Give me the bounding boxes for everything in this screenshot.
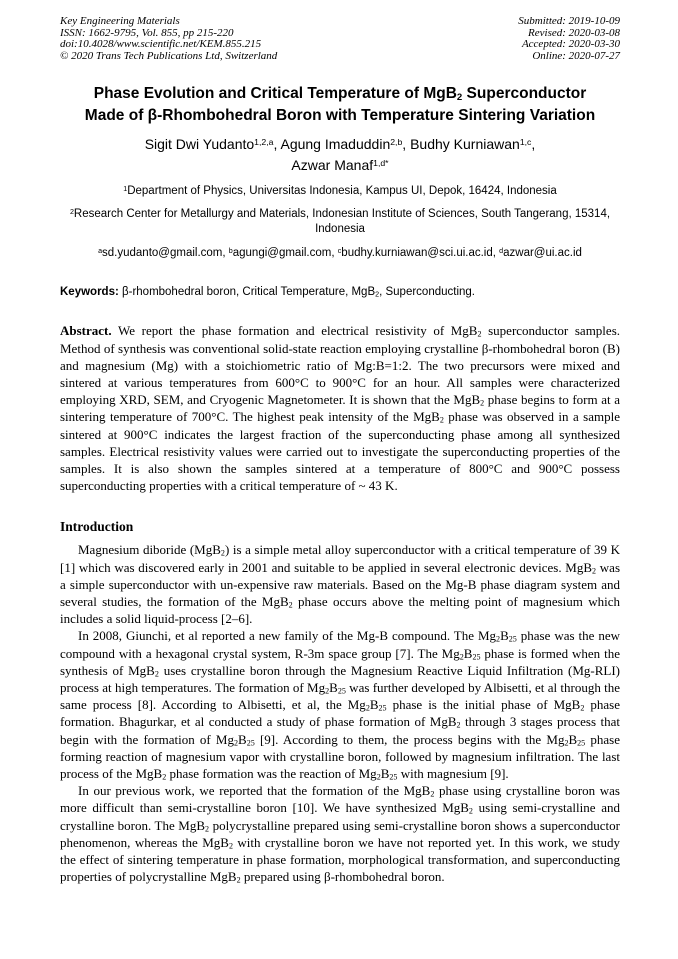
title-line-2: Made of β-Rhombohedral Boron with Temperature Sintering Variation — [84, 107, 596, 125]
section-heading-introduction: Introduction — [60, 519, 134, 535]
journal-doi: doi:10.4028/www.scientific.net/KEM.855.215 — [60, 38, 262, 51]
author-line: Azwar Manaf$^{1,d*}$ — [291, 157, 389, 174]
submission-dates — [518, 16, 620, 62]
title-line-1: Phase Evolution and Critical Temperature of MgB$_2$ Superconductor — [93, 85, 587, 104]
keywords-text: β-rhombohedral boron, Critical Temperature, MgB$_2$, Superconducting. — [122, 286, 475, 299]
abstract-text: We report the phase formation and electrical resistivity of MgB$_2$ superconductor samples. Method of synthesis was conventional solid-state reaction employing crystalline β-rhombohedral boron (B) and magnesium (Mg) with a stoichiometric ratio of Mg:B=1:2. The two precursors were mixed and sintered at various temperatures from 600°C to 900°C for an hour. All samples were characterized employing XRD, SEM, and Cryogenic Magnetometer. It is shown that the MgB$_2$ phase begins to form at a sintering temperature of 700°C. The highest peak intensity of the MgB$_2$ phase was observed in a sample sintered at 900°C indicates the largest fraction of the superconducting phase among all synthesized samples. Electrical resistivity values were carried out to investigate the superconducting properties of the samples. It is also shown the samples sintered at a temperature of 800°C and 900°C possess superconducting properties with a critical temperature of ~ 43 K. — [60, 323, 620, 494]
keywords-line — [60, 285, 620, 300]
journal-copyright: © 2020 Trans Tech Publications Ltd, Switzerland — [60, 49, 278, 62]
submitted-date: Submitted: 2019-10-09 — [518, 15, 620, 27]
revised-date: Revised: 2020-03-08 — [528, 26, 620, 39]
journal-info — [60, 16, 277, 62]
online-date: Online: 2020-07-27 — [532, 49, 620, 62]
author-emails: $^a$sd.yudanto@gmail.com, $^b$agungi@gmail.com, $^c$budhy.kurniawan@sci.ui.ac.id, $^d$azwar@ui.ac.id — [98, 247, 582, 260]
affiliation-1: $^1$Department of Physics, Universitas Indonesia, Kampus UI, Depok, 16424, Indonesia — [123, 185, 557, 198]
intro-paragraph-3: In our previous work, we reported that the formation of the MgB$_2$ phase using crystalline boron was more difficult than semi-crystalline boron [10]. We have synthesized MgB$_2$ using semi-crystalline and crystalline boron. The MgB$_2$ polycrystalline prepared using semi-crystalline boron shows a superconductor phenomenon, whereas the MgB$_2$ with crystalline boron we have not reported yet. In this work, we study the effect of sintering temperature in phase formation, morphological transformation, and superconducting properties of polycrystalline MgB$_2$ prepared using β-rhombohedral boron. — [60, 783, 620, 885]
paper-title — [60, 83, 620, 127]
journal-masthead — [60, 16, 620, 62]
journal-issn: ISSN: 1662-9795, Vol. 855, pp 215-220 — [60, 26, 234, 39]
intro-paragraph-2: In 2008, Giunchi, et al reported a new family of the Mg-B compound. The $Mg_2B_{25}$ phase was the new compound with a hexagonal crystal system, R-3m space group [7]. The $Mg_2B_{25}$ phase is formed when the synthesis of MgB$_2$ uses crystalline boron through the Magnesium Reactive Liquid Infiltration (Mg-RLI) process at high temperatures. The formation of $Mg_2B_{25}$ was further developed by Albisetti, et al through the same process [8]. According to Albisetti, et al, the $Mg_2B_{25}$ phase is the initial phase of MgB$_2$ phase formation. Bhagurkar, et al conducted a study of phase formation of MgB$_2$ through 3 stages process that begin with the formation of $Mg_2B_{25}$ [9]. According to them, the process begins with the $Mg_2B_{25}$ phase forming reaction of magnesium vapor with crystalline boron, followed by magnesium infiltration. The last process of the MgB$_2$ phase formation was the reaction of $Mg_2B_{25}$ with magnesium [9]. — [60, 628, 621, 782]
affiliation-2: $^2$Research Center for Metallurgy and Materials, Indonesian Institute of Sciences, South Tangerang, 15314, Indonesia — [69, 208, 611, 236]
accepted-date: Accepted: 2020-03-30 — [521, 38, 620, 51]
intro-paragraph-1: Magnesium diboride (MgB$_2$) is a simple metal alloy superconductor with a critical temperature of 39 K [1] which was discovered early in 2001 and suitable to be applied in several electronic devices. MgB$_2$ was a simple superconductor with un-expensive raw materials. Based on the Mg-B phase diagram system and several studies, the formation of the MgB$_2$ phase occurs above the melting point of magnesium which includes a solid liquid-process [2–6]. — [60, 542, 621, 627]
keywords-label: Keywords: — [60, 286, 119, 299]
authors-block — [60, 134, 620, 176]
abstract-block — [60, 322, 620, 494]
journal-title: Key Engineering Materials — [60, 15, 180, 27]
author-line: Sigit Dwi Yudanto$^{1,2,a}$, Agung Imaduddin$^{2,b}$, Budhy Kurniawan$^{1,c}$, — [144, 136, 536, 153]
abstract-label: Abstract. — [60, 323, 112, 339]
